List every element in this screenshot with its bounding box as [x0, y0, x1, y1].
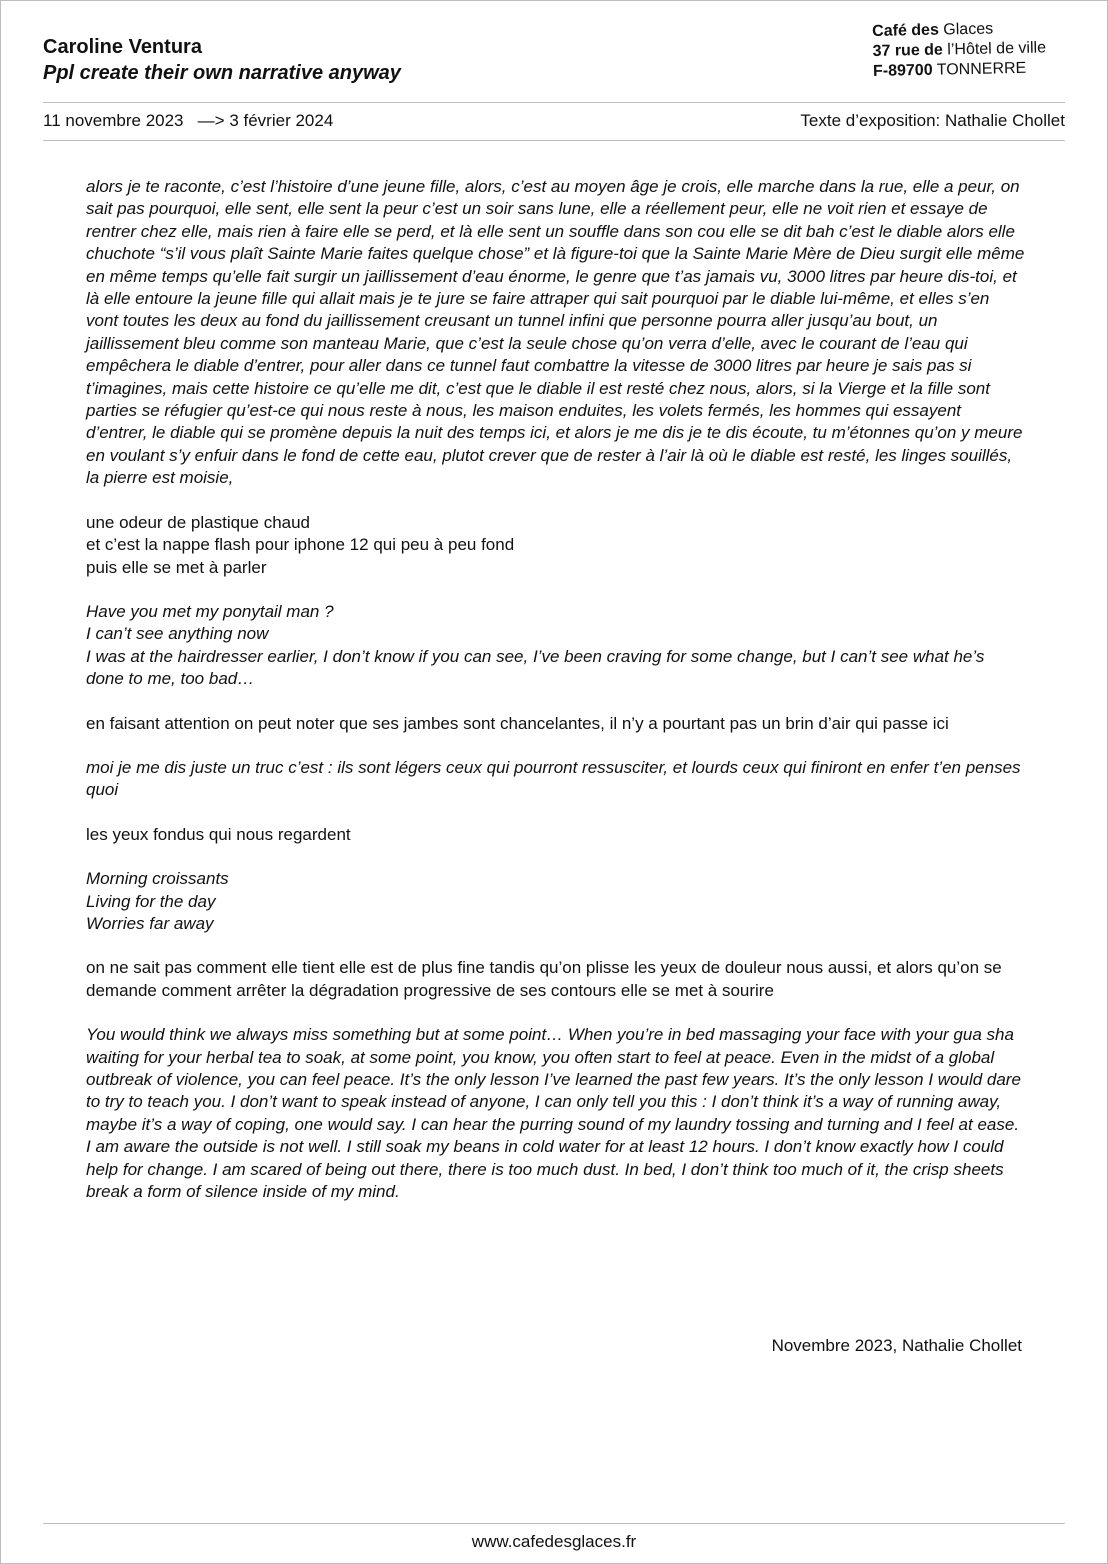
text-line: Worries far away — [86, 913, 214, 933]
text-line: une odeur de plastique chaud — [86, 512, 311, 532]
venue-city-rest: TONNERRE — [932, 59, 1027, 79]
text-line: I can’t see anything now — [86, 624, 269, 644]
paragraph-peace: You would think we always miss something but at some point… When you’re in bed massaging your face with your gua sha waiting for your herbal tea to soak, at some point, you know, you often start to feel at peace. Even in the midst of a global outbreak of violence, you can feel peace. It’s the only lesson I’ve learned the past few years. It’s the only lesson I would dare to try to teach you. I don’t want to speak instead of anyone, I can only tell you this : I don’t think it’s a way of running away, maybe it’s a way of coping, one would say. I can hear the purring sound of my laundry tossing and turning and I feel at ease. I am aware the outside is not well. I still soak my beans in cold water for at least 12 hours. I don’t know exactly how I could help for change. I am scared of being out there, there is too much dust. In bed, I don’t think too much of it, the crisp sheets break a form of silence inside of my mind. — [86, 1025, 1021, 1202]
paragraph-plastic-smell — [86, 512, 1026, 579]
paragraph-morning-croissants — [86, 868, 1026, 935]
exhibition-dates: 11 novembre 2023 —> 3 février 2024 — [43, 111, 334, 130]
text-line: Morning croissants — [86, 869, 229, 889]
signature: Novembre 2023, Nathalie Chollet — [771, 1336, 1022, 1355]
header-divider-top — [43, 102, 1065, 103]
venue-city-line — [873, 58, 1047, 82]
venue-street-bold: 37 rue de — [872, 41, 944, 60]
text-line: et c’est la nappe flash pour iphone 12 qui peu à peu fond — [86, 535, 515, 555]
artist-name: Caroline Ventura — [43, 36, 202, 58]
text-line: I was at the hairdresser earlier, I don’t know if you can see, I’ve been craving for some change, but I can’t see what he’s done to me, too bad… — [86, 646, 985, 689]
text-line: Living for the day — [86, 891, 216, 911]
text-credit: Texte d’exposition: Nathalie Chollet — [800, 111, 1065, 130]
paragraph-legs: en faisant attention on peut noter que ses jambes sont chancelantes, il n’y a pourtant pas un brin d’air qui passe ici — [86, 713, 949, 733]
venue-name-bold: Café des — [872, 21, 940, 40]
header-divider-bottom — [43, 140, 1065, 141]
text-line: Have you met my ponytail man ? — [86, 601, 334, 621]
paragraph-resurrection: moi je me dis juste un truc c’est : ils sont légers ceux qui pourront ressusciter, et lourds ceux qui finiront en enfer t’en penses quoi — [86, 757, 1021, 800]
paragraph-ponytail — [86, 601, 1026, 691]
venue-postcode-bold: F-89700 — [872, 61, 933, 80]
exhibition-text — [86, 176, 1026, 1225]
paragraph-story: alors je te raconte, c’est l’histoire d’une jeune fille, alors, c’est au moyen âge je crois, elle marche dans la rue, elle a peur, on sait pas pourquoi, elle sent, elle sent la peur c’est un soir sans lune, elle a réellement peur, elle ne voit rien et essaye de rentrer chez elle, mais rien à faire elle se perd, et là elle sent un souffle dans son cou elle se dit bah c’est le diable alors elle chuchote “s’il vous plaît Sainte Marie faites quelque chose” et là figure-toi que la Sainte Marie Mère de Dieu surgit elle même en même temps qu’elle fait surgir un jaillissement d’eau énorme, le genre que t’as jamais vu, 3000 litres par heure dis-toi, et là elle entoure la jeune fille qui allait mais je te jure se faire attraper qui sait pourquoi par le diable lui-même, et elles s’en vont toutes les deux au fond du jaillissement creusant un tunnel infini que personne pourra aller jusqu’au bout, un jaillissement bleu comme son manteau Marie, que c’est la seule chose qu’on verra d’elle, avec le courant de l’eau qui empêchera le diable d’entrer, pour aller dans ce tunnel faut combattre la vitesse de 3000 litres par heure je sais pas si t’imagines, mais cette histoire ce qu’elle me dit, c’est que le diable il est resté chez nous, alors, si la Vierge et la fille sont parties se réfugier qu’est-ce qui nous reste à nous, les maison enduites, les volets fermés, les hommes qui essayent d’entrer, le diable qui se promène depuis la nuit des temps ici, et alors je me dis je te dis écoute, tu m’étonnes qu’on y meure en voulant s’y enfuir dans le fond de cette eau, plutot crever que de rester à l’air là où le diable est resté, les linges souillés, la pierre est moisie, — [86, 177, 1025, 488]
footer-website-link[interactable]: www.cafedesglaces.fr — [471, 1532, 637, 1551]
venue-street-rest: l’Hôtel de ville — [942, 39, 1047, 59]
text-line: puis elle se met à parler — [86, 557, 267, 577]
venue-name-rest: Glaces — [938, 20, 994, 39]
exhibition-title: Ppl create their own narrative anyway — [43, 62, 401, 84]
venue-address — [872, 18, 1047, 82]
paragraph-melted-eyes: les yeux fondus qui nous regardent — [86, 824, 351, 844]
footer-divider — [43, 1523, 1065, 1524]
paragraph-smile: on ne sait pas comment elle tient elle est de plus fine tandis qu’on plisse les yeux de douleur nous aussi, et alors qu’on se demande comment arrêter la dégradation progressive de ses contours elle se met à sourire — [86, 958, 1002, 1000]
